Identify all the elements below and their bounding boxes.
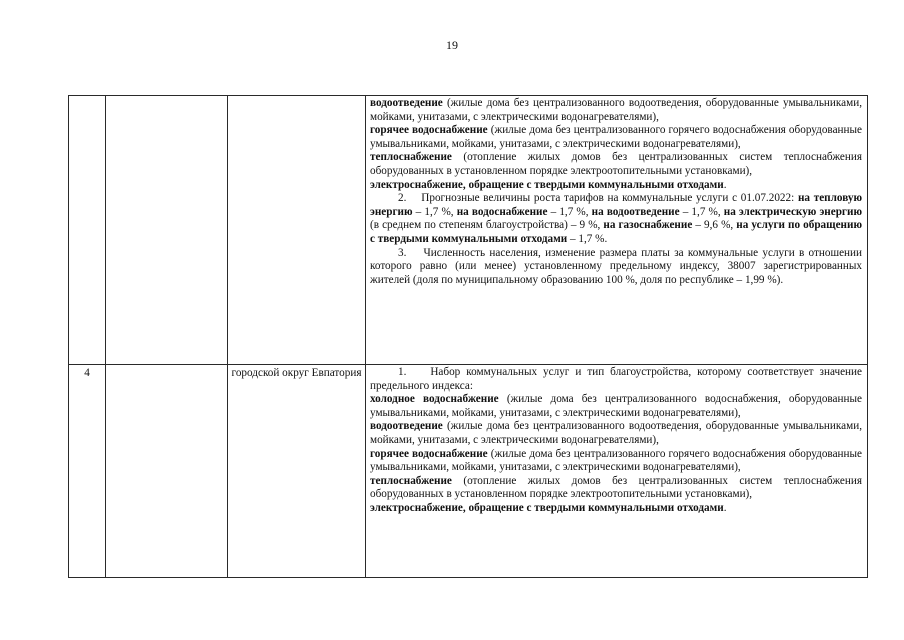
text-run: 1. Набор коммунальных услуг и тип благоустройства, которому соответствует значение предельного индекса: bbox=[370, 366, 862, 392]
bold-term: электроснабжение, обращение с твердыми коммунальными отходами bbox=[370, 501, 724, 514]
row-number-cell bbox=[69, 96, 106, 365]
paragraph bbox=[370, 366, 862, 393]
paragraph bbox=[370, 247, 862, 288]
tariff-table bbox=[68, 95, 868, 578]
row-number-cell: 4 bbox=[69, 365, 106, 578]
text-run: . bbox=[723, 501, 727, 514]
text-run: – 1,7 %, bbox=[547, 205, 592, 218]
description-cell bbox=[366, 96, 868, 365]
bold-term: теплоснабжение bbox=[370, 474, 452, 487]
text-run: (жилые дома без централизованного водоснабжения, оборудованные умывальниками, мойками, унитазами, с электрическими водонагревателями), bbox=[370, 393, 862, 419]
text-run: (отопление жилых домов без централизованных систем теплоснабжения оборудованных в установленном порядке электроотопительными установками), bbox=[370, 474, 862, 501]
region-cell: городской округ Евпатория bbox=[228, 365, 366, 578]
paragraph bbox=[370, 179, 862, 193]
bold-term: на тепловую энергию bbox=[370, 192, 862, 218]
text-run: – 9,6 %, bbox=[692, 219, 737, 232]
page-number: 19 bbox=[446, 38, 458, 52]
paragraph bbox=[370, 475, 862, 502]
region-cell bbox=[228, 96, 366, 365]
bold-term: на газоснабжение bbox=[603, 219, 693, 232]
table-row bbox=[69, 96, 868, 365]
bold-term: на водоотведение bbox=[591, 205, 680, 218]
text-run: – 1,7 %, bbox=[412, 205, 457, 218]
text-run: – 1,7 %. bbox=[567, 232, 608, 245]
bold-term: теплоснабжение bbox=[370, 151, 452, 164]
paragraph bbox=[370, 448, 862, 475]
bold-term: водоотведение bbox=[370, 420, 443, 433]
paragraph bbox=[370, 124, 862, 151]
paragraph bbox=[370, 420, 862, 447]
text-run: 2. Прогнозные величины роста тарифов на коммунальные услуги с 01.07.2022: bbox=[398, 192, 798, 205]
text-run: . bbox=[723, 178, 727, 191]
bold-term: на водоснабжение bbox=[456, 205, 548, 218]
text-run: (отопление жилых домов без централизованных систем теплоснабжения оборудованных в установленном порядке электроотопительными установками), bbox=[370, 151, 862, 177]
paragraph bbox=[370, 502, 862, 516]
empty-cell bbox=[106, 365, 228, 578]
table-row bbox=[69, 365, 868, 578]
paragraph bbox=[370, 393, 862, 420]
bold-term: горячее водоснабжение bbox=[370, 447, 488, 460]
text-run: – 1,7 %, bbox=[679, 205, 724, 218]
description-cell bbox=[366, 365, 868, 578]
bold-term: на электрическую энергию bbox=[723, 205, 863, 218]
text-run: (жилые дома без централизованного водоотведения, оборудованные умывальниками, мойками, унитазами, с электрическими водонагревателями), bbox=[370, 97, 862, 123]
text-run: (жилые дома без централизованного горячего водоснабжения оборудованные умывальниками, мойками, унитазами, с электрическими водонагревателями), bbox=[370, 124, 862, 150]
bold-term: водоотведение bbox=[370, 97, 443, 109]
bold-term: холодное водоснабжение bbox=[370, 393, 499, 406]
bold-term: горячее водоснабжение bbox=[370, 124, 488, 137]
paragraph bbox=[370, 192, 862, 246]
bold-term: электроснабжение, обращение с твердыми коммунальными отходами bbox=[370, 178, 724, 191]
bold-term: на услуги по обращению с твердыми коммунальными отходами bbox=[370, 219, 862, 245]
paragraph bbox=[370, 97, 862, 124]
text-run: (в среднем по степеням благоустройства) – 9 %, bbox=[370, 219, 604, 232]
text-run: 3. Численность населения, изменение размера платы за коммунальные услуги в отношении которого равно (или менее) установленному предельному индексу, 38007 зарегистрированных жителей (доля по муниципальному образованию 100 %, доля по республике – 1,99 %). bbox=[370, 246, 862, 286]
text-run: (жилые дома без централизованного водоотведения, оборудованные умывальниками, мойками, унитазами, с электрическими водонагревателями), bbox=[370, 420, 862, 446]
paragraph bbox=[370, 151, 862, 178]
text-run: (жилые дома без централизованного горячего водоснабжения оборудованные умывальниками, мойками, унитазами, с электрическими водонагревателями), bbox=[370, 447, 862, 474]
empty-cell bbox=[106, 96, 228, 365]
